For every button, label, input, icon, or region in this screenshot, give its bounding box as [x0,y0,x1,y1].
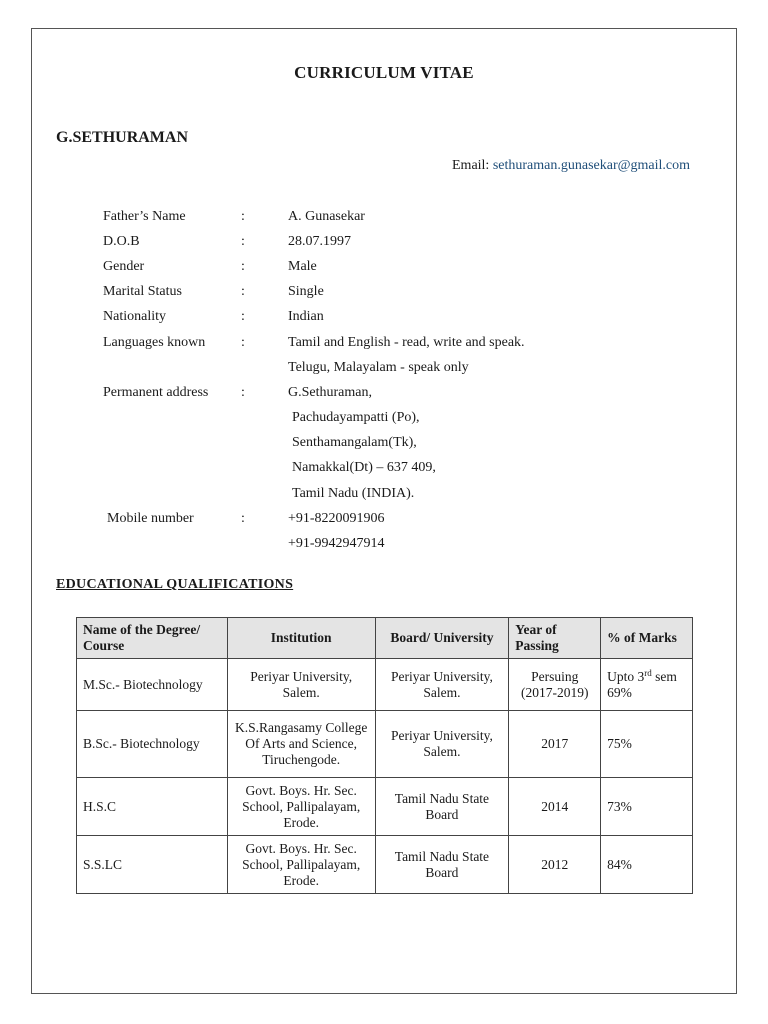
table-row [77,711,693,778]
detail-label: Mobile number [107,511,194,526]
detail-row-dob [0,234,768,254]
detail-row-address [0,385,768,405]
detail-value: Indian [288,309,324,324]
cell-marks: 84% [601,836,693,894]
detail-colon: : [241,309,245,324]
detail-colon: : [241,385,245,400]
email-address-link[interactable]: sethuraman.gunasekar@gmail.com [492,158,690,173]
detail-label: Nationality [103,309,166,324]
detail-row-languages-cont [0,360,768,380]
detail-colon: : [241,511,245,526]
detail-label: Marital Status [103,284,182,299]
cell-year: 2017 [509,711,601,778]
detail-row-mobile [0,511,768,531]
detail-colon: : [241,234,245,249]
detail-label: Languages known [103,335,206,350]
detail-colon: : [241,335,245,350]
table-header-row [77,618,693,659]
detail-value: Tamil Nadu (INDIA). [292,486,415,501]
cell-marks: 73% [601,778,693,836]
detail-value: Telugu, Malayalam - speak only [288,360,469,375]
detail-value: G.Sethuraman, [288,385,372,400]
table-row [77,778,693,836]
cell-course: B.Sc.- Biotechnology [77,711,228,778]
cell-board: Periyar University, Salem. [375,659,509,711]
detail-value: Tamil and English - read, write and speak. [288,335,525,350]
detail-label: Gender [103,259,145,274]
detail-colon: : [241,209,245,224]
detail-row-address-cont [0,460,768,480]
detail-value: Senthamangalam(Tk), [292,435,417,450]
marks-text: sem [651,668,677,684]
detail-value: A. Gunasekar [288,209,365,224]
cell-institution: Govt. Boys. Hr. Sec. School, Pallipalayam, Erode. [227,836,375,894]
detail-colon: : [241,284,245,299]
detail-value: Single [288,284,324,299]
cell-course: M.Sc.- Biotechnology [77,659,228,711]
detail-value: Pachudayampatti (Po), [292,410,420,425]
table-row [77,836,693,894]
education-table [76,617,693,894]
detail-row-fathers-name [0,209,768,229]
cell-board: Tamil Nadu State Board [375,778,509,836]
detail-row-address-cont [0,486,768,506]
cell-year: 2012 [509,836,601,894]
detail-row-address-cont [0,435,768,455]
detail-value: +91-9942947914 [288,536,385,551]
detail-row-gender [0,259,768,279]
candidate-name: G.SETHURAMAN [56,129,189,146]
detail-value: 28.07.1997 [288,234,351,249]
column-header: Board/ University [375,618,509,659]
cell-marks [601,659,693,711]
cell-course: S.S.LC [77,836,228,894]
cell-board: Periyar University, Salem. [375,711,509,778]
detail-value: +91-8220091906 [288,511,385,526]
cell-institution: Govt. Boys. Hr. Sec. School, Pallipalayam, Erode. [227,778,375,836]
cell-year: 2014 [509,778,601,836]
table-row [77,659,693,711]
column-header: Year of Passing [509,618,601,659]
marks-value: 69% [607,684,632,700]
detail-row-languages [0,335,768,355]
column-header: % of Marks [601,618,693,659]
detail-row-marital-status [0,284,768,304]
detail-label: Father’s Name [103,209,186,224]
cell-institution: K.S.Rangasamy College Of Arts and Science, Tiruchengode. [227,711,375,778]
detail-value: Male [288,259,317,274]
detail-row-nationality [0,309,768,329]
marks-text: Upto 3 [607,668,645,684]
detail-label: D.O.B [103,234,140,249]
document-title: CURRICULUM VITAE [294,63,474,82]
email-line [452,158,690,174]
cell-board: Tamil Nadu State Board [375,836,509,894]
column-header: Name of the Degree/ Course [77,618,228,659]
cell-course: H.S.C [77,778,228,836]
detail-label: Permanent address [103,385,209,400]
detail-value: Namakkal(Dt) – 637 409, [292,460,436,475]
cell-institution: Periyar University, Salem. [227,659,375,711]
cell-year: Persuing (2017-2019) [509,659,601,711]
ordinal-suffix: rd [644,667,652,678]
detail-colon: : [241,259,245,274]
detail-row-address-cont [0,410,768,430]
email-label: Email: [452,158,493,173]
cell-marks: 75% [601,711,693,778]
detail-row-mobile-cont [0,536,768,556]
section-heading-education: EDUCATIONAL QUALIFICATIONS [56,577,294,592]
column-header: Institution [227,618,375,659]
